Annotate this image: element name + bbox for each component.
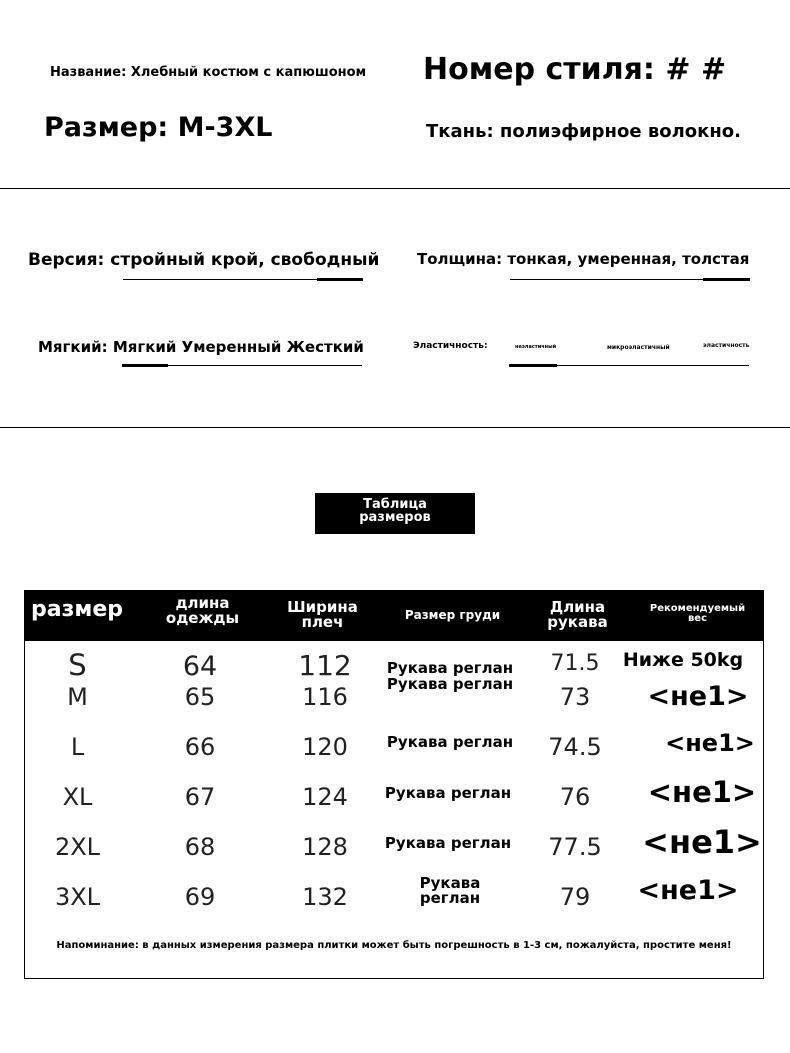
- row-xl-length: 67: [184, 783, 216, 811]
- table-header: [25, 591, 763, 641]
- row-m-size: M: [67, 683, 88, 711]
- size-table: [24, 590, 764, 979]
- header-sleeve-line1: Длина: [549, 598, 606, 616]
- row-l-shoulder: 120: [302, 733, 348, 761]
- size-range: Размер: M-3XL: [44, 112, 273, 143]
- row-xl-sleeve: 76: [559, 783, 591, 811]
- header-weight: [635, 604, 760, 624]
- row-2xl-chest: Рукава реглан: [384, 834, 512, 852]
- header-length-line2: одежды: [165, 609, 240, 627]
- row-s-size: S: [68, 648, 87, 682]
- elasticity-marker: [509, 364, 557, 367]
- softness-marker: [122, 364, 168, 367]
- header-shoulder-line2: плеч: [301, 613, 344, 631]
- attr-version: Версия: стройный крой, свободный: [28, 250, 380, 270]
- table-note: Напоминание: в данных измерения размера плитки может быть погрешность в 1-3 см, пожалуйста, простите меня!: [56, 940, 732, 951]
- row-m-chest: Рукава реглан: [386, 675, 514, 693]
- attr-softness: Мягкий: Мягкий Умеренный Жесткий: [38, 338, 364, 356]
- row-l-weight: <не1>: [665, 729, 755, 757]
- elasticity-option-elastic: эластичность: [703, 342, 750, 349]
- row-l-chest: Рукава реглан: [386, 733, 514, 751]
- row-3xl-chest-line2: реглан: [419, 889, 481, 907]
- attr-thickness: Толщина: тонкая, умеренная, толстая: [417, 250, 750, 268]
- row-s-shoulder: 112: [298, 649, 352, 682]
- version-marker: [317, 278, 363, 281]
- header-length-line1: длина: [175, 594, 230, 612]
- row-s-weight: Ниже 50kg: [622, 649, 744, 671]
- size-chart-title-line1: Таблица: [363, 497, 427, 512]
- row-s-length: 64: [182, 651, 218, 682]
- header-length: [145, 596, 260, 626]
- header-size: размер: [31, 597, 124, 622]
- fabric: Ткань: полиэфирное волокно.: [426, 121, 741, 142]
- header-shoulder: [270, 600, 375, 630]
- row-3xl-size: 3XL: [54, 883, 101, 911]
- header-sleeve: [530, 600, 625, 630]
- row-xl-size: XL: [62, 783, 93, 811]
- row-l-length: 66: [184, 733, 216, 761]
- size-chart-title: [315, 493, 475, 534]
- row-m-sleeve: 73: [559, 683, 591, 711]
- row-l-size: L: [70, 733, 85, 761]
- divider-middle: [0, 427, 790, 428]
- row-2xl-sleeve: 77.5: [548, 833, 602, 861]
- product-name: Название: Хлебный костюм с капюшоном: [50, 65, 367, 80]
- row-s-sleeve: 71.5: [550, 651, 600, 676]
- header-weight-line2: вес: [687, 613, 708, 624]
- row-3xl-sleeve: 79: [559, 883, 591, 911]
- row-3xl-weight: <не1>: [637, 875, 739, 906]
- row-m-length: 65: [184, 683, 216, 711]
- row-3xl-chest-line1: Рукава: [419, 874, 481, 892]
- thickness-marker: [703, 278, 750, 281]
- header-sleeve-line2: рукава: [547, 613, 608, 631]
- row-2xl-weight: <не1>: [642, 823, 762, 861]
- size-chart-title-line2: размеров: [359, 510, 431, 525]
- header-weight-line1: Рекомендуемый: [649, 603, 746, 614]
- row-m-shoulder: 116: [302, 683, 348, 711]
- divider-top: [0, 188, 790, 189]
- elasticity-option-none: неэластичный: [515, 344, 557, 350]
- row-2xl-length: 68: [184, 833, 216, 861]
- row-xl-chest: Рукава реглан: [384, 784, 512, 802]
- header-shoulder-line1: Ширина: [287, 598, 358, 616]
- row-xl-shoulder: 124: [302, 783, 348, 811]
- row-s-chest: Рукава реглан: [386, 659, 514, 677]
- row-2xl-shoulder: 128: [302, 833, 348, 861]
- elasticity-option-micro: микроэластичный: [607, 344, 670, 351]
- row-3xl-length: 69: [184, 883, 216, 911]
- row-3xl-shoulder: 132: [302, 883, 348, 911]
- style-number: Номер стиля: # #: [423, 52, 727, 87]
- header-chest: Размер груди: [404, 608, 501, 622]
- row-l-sleeve: 74.5: [548, 733, 602, 761]
- row-3xl-chest: [385, 876, 515, 906]
- row-xl-weight: <не1>: [647, 775, 757, 809]
- row-2xl-size: 2XL: [54, 833, 101, 861]
- attr-elasticity: Эластичность:: [413, 341, 488, 351]
- row-m-weight: <не1>: [647, 681, 749, 712]
